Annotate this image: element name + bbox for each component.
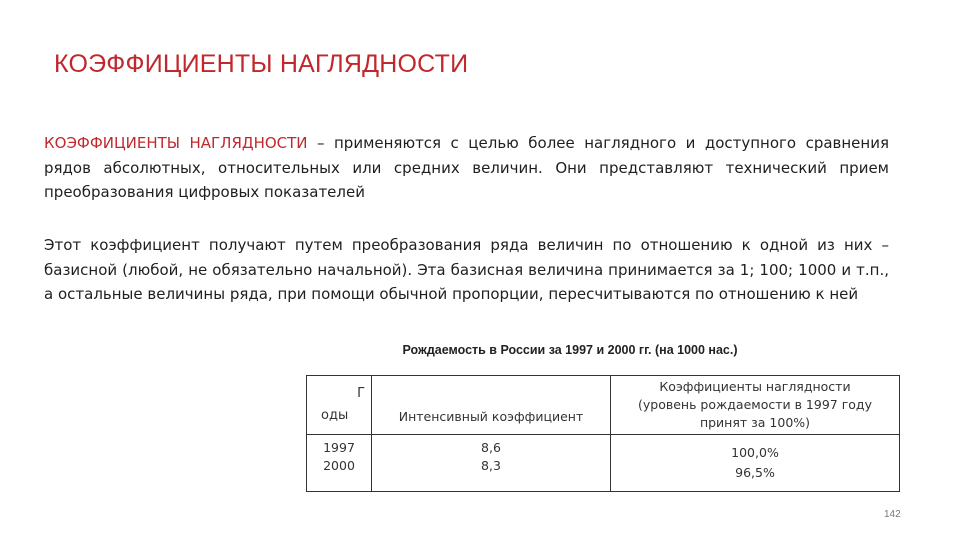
visibility-1997: 100,0% [731,445,779,460]
cell-intensive [372,435,611,492]
intensive-2000: 8,3 [481,458,501,473]
definition-paragraph [44,131,889,205]
header-years [307,376,372,435]
header-years-part2: оды [321,408,349,423]
visibility-2000: 96,5% [735,465,775,480]
year-1997: 1997 [323,440,355,455]
header-visibility-line2: (уровень рождаемости в 1997 году [638,397,872,412]
page-number: 142 [884,509,901,520]
year-2000: 2000 [323,458,355,473]
header-years-part1: Г [357,386,365,401]
cell-years [307,435,372,492]
header-intensive [372,376,611,435]
header-visibility-line1: Коэффициенты наглядности [659,379,851,394]
cell-visibility [611,435,900,492]
term-highlight: КОЭФФИЦИЕНТЫ НАГЛЯДНОСТИ [44,134,308,152]
table-header-row [307,376,900,435]
header-intensive-label: Интенсивный коэффициент [398,408,584,424]
slide-title: КОЭФФИЦИЕНТЫ НАГЛЯДНОСТИ [54,50,469,78]
table-caption: Рождаемость в России за 1997 и 2000 гг. (на 1000 нас.) [402,343,738,357]
header-visibility-line3: принят за 100%) [699,415,811,430]
explanation-paragraph: Этот коэффициент получают путем преобразования ряда величин по отношению к одной из них – базисной (любой, не обязательно начальной). Эта базисная величина принимается за 1; 100; 1000 и т.п., а остальные величины ряда, при помощи обычной пропорции, пересчитываются по отношению к ней [44,236,889,303]
birth-rate-table [306,375,900,492]
header-visibility [611,376,900,435]
table-row [307,435,900,492]
definition-text: – применяются с целью более наглядного и доступного сравнения рядов абсолютных, относительных или средних величин. Они представляют технический прием преобразования цифровых показателей [44,134,889,201]
intensive-1997: 8,6 [481,440,501,455]
